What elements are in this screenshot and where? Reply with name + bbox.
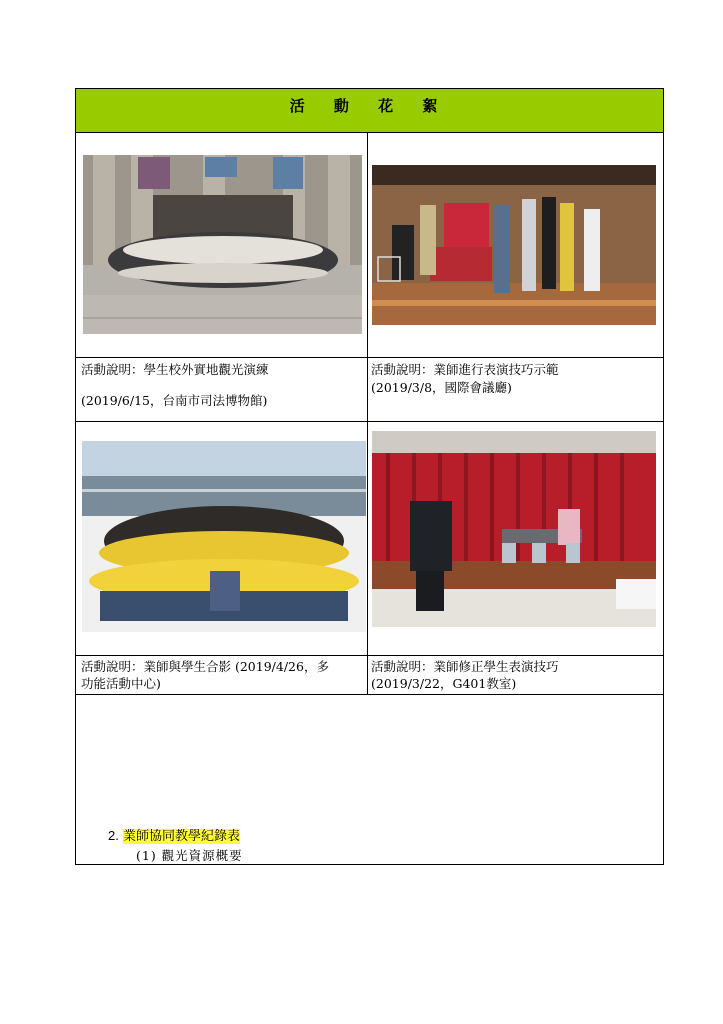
caption-cell-2 — [371, 361, 559, 396]
caption-line: 活動說明：業師與學生合影 (2019/4/26，多 — [81, 659, 329, 674]
column-divider — [367, 133, 368, 695]
photo-classroom-coaching — [372, 431, 656, 627]
section-number: 2. — [108, 828, 119, 843]
section-heading — [108, 825, 240, 844]
photo-stage-demo — [372, 165, 656, 325]
caption-line: (2019/3/8，國際會議廳) — [371, 380, 512, 395]
row-divider — [76, 655, 663, 656]
caption-line: 活動說明：業師修正學生表演技巧 — [371, 659, 559, 674]
section-subitem: (1) 觀光資源概要 — [136, 848, 243, 863]
activity-table — [75, 88, 664, 865]
section-heading-text: 業師協同教學紀錄表 — [122, 829, 240, 844]
caption-line: (2019/6/15，台南市司法博物館) — [81, 393, 268, 408]
row-divider — [76, 357, 663, 358]
row-divider — [76, 421, 663, 422]
caption-cell-1 — [81, 361, 269, 409]
table-header — [76, 89, 663, 133]
caption-cell-4 — [371, 658, 559, 692]
row-divider — [76, 694, 663, 695]
caption-cell-3 — [81, 658, 329, 692]
caption-line: 功能活動中心) — [81, 676, 161, 691]
caption-line: (2019/3/22，G401教室) — [371, 676, 517, 691]
caption-line: 活動說明：業師進行表演技巧示範 — [371, 362, 559, 377]
photo-group-yellow — [82, 441, 366, 632]
photo-museum-group — [83, 155, 362, 334]
caption-line: 活動說明：學生校外實地觀光演練 — [81, 362, 269, 377]
table-title: 活 動 花 絮 — [289, 97, 450, 115]
